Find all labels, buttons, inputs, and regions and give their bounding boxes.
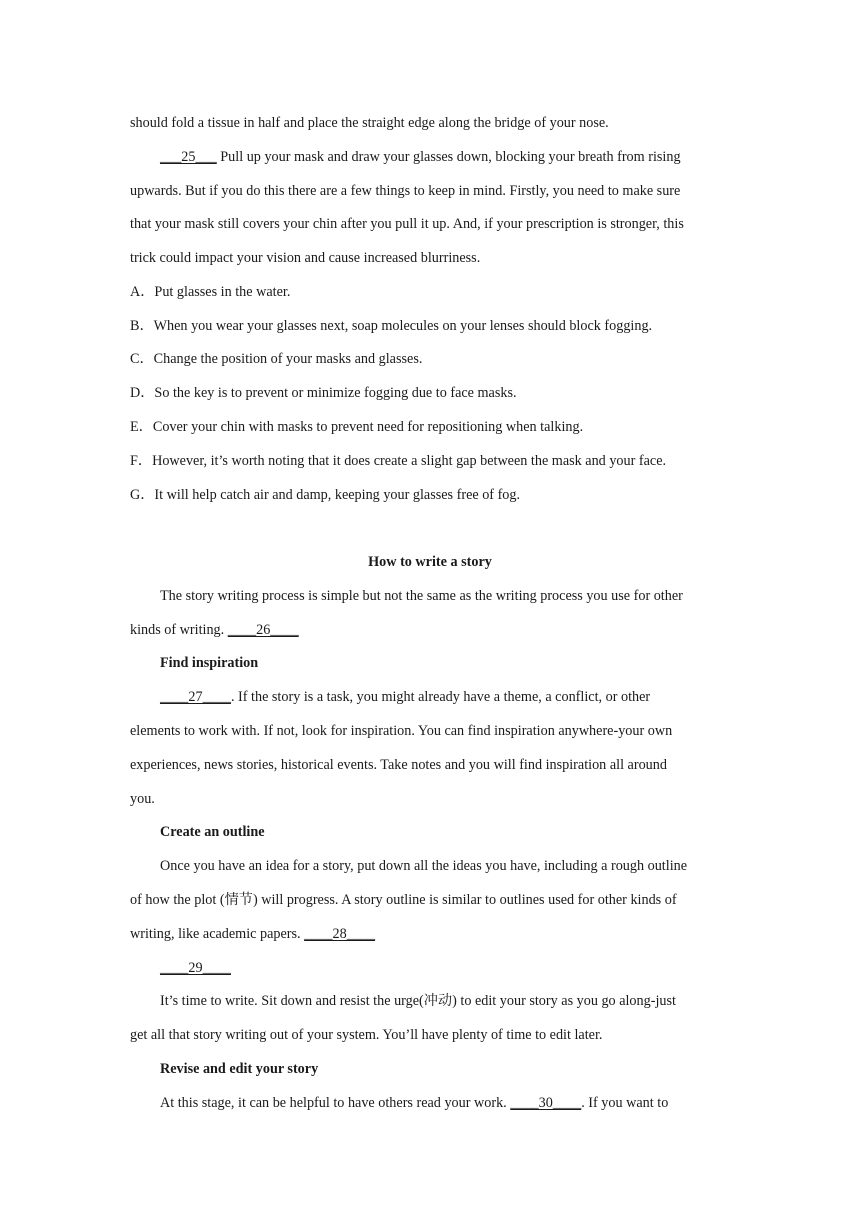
section-title: How to write a story: [368, 554, 492, 570]
option-c: C．Change the position of your masks and glasses.: [130, 351, 423, 367]
blank-28[interactable]: ____28____: [304, 926, 376, 942]
blank-29[interactable]: ____29____: [160, 960, 231, 976]
text-span: . If the story is a task, you might already have a theme, a conflict, or other: [230, 689, 651, 705]
text-span: At this stage, it can be helpful to have others read your work.: [160, 1095, 511, 1111]
question-30-line: [160, 1086, 668, 1120]
text-line: upwards. But if you do this there are a few things to keep in mind. Firstly, you need to make sure: [130, 183, 681, 199]
text-line: The story writing process is simple but not the same as the writing process you use for other: [160, 588, 683, 604]
text-line: trick could impact your vision and cause increased blurriness.: [130, 250, 481, 266]
text-span: . If you want to: [581, 1095, 669, 1111]
question-25-line: [160, 140, 681, 174]
text-line: that your mask still covers your chin after you pull it up. And, if your prescription is stronger, this: [130, 216, 684, 232]
text-line: elements to work with. If not, look for inspiration. You can find inspiration anywhere-your own: [130, 723, 673, 739]
heading-create-outline: Create an outline: [160, 824, 265, 840]
option-b: B．When you wear your glasses next, soap molecules on your lenses should block fogging.: [130, 318, 653, 334]
text-line: It’s time to write. Sit down and resist the urge(冲动) to edit your story as you go along-just: [160, 993, 676, 1009]
text-span: kinds of writing.: [130, 622, 228, 638]
text-line: get all that story writing out of your system. You’ll have plenty of time to edit later.: [130, 1027, 603, 1043]
text-line: you.: [130, 791, 155, 807]
text-line: of how the plot (情节) will progress. A story outline is similar to outlines used for other kinds of: [130, 892, 677, 908]
question-29-line: [160, 951, 231, 985]
question-26-line: [130, 613, 299, 647]
blank-27[interactable]: ____27____: [160, 689, 231, 705]
heading-revise-edit: Revise and edit your story: [160, 1061, 319, 1077]
option-a: A．Put glasses in the water.: [130, 284, 291, 300]
heading-find-inspiration: Find inspiration: [160, 655, 259, 671]
option-g: G．It will help catch air and damp, keeping your glasses free of fog.: [130, 487, 521, 503]
blank-30[interactable]: ____30____: [510, 1095, 582, 1111]
text-span: Pull up your mask and draw your glasses down, blocking your breath from rising: [216, 149, 681, 165]
text-span: writing, like academic papers.: [130, 926, 305, 942]
text-line: should fold a tissue in half and place the straight edge along the bridge of your nose.: [130, 115, 609, 131]
text-line: experiences, news stories, historical events. Take notes and you will find inspiration all around: [130, 757, 667, 773]
option-d: D．So the key is to prevent or minimize fogging due to face masks.: [130, 385, 517, 401]
question-28-line: [130, 917, 375, 951]
option-e: E．Cover your chin with masks to prevent need for repositioning when talking.: [130, 419, 584, 435]
blank-26[interactable]: ____26____: [227, 622, 299, 638]
text-line: Once you have an idea for a story, put down all the ideas you have, including a rough outline: [160, 858, 688, 874]
option-f: F．However, it’s worth noting that it does create a slight gap between the mask and your face.: [130, 453, 667, 469]
blank-25[interactable]: ___25___: [160, 149, 217, 165]
question-27-line: [160, 680, 650, 714]
